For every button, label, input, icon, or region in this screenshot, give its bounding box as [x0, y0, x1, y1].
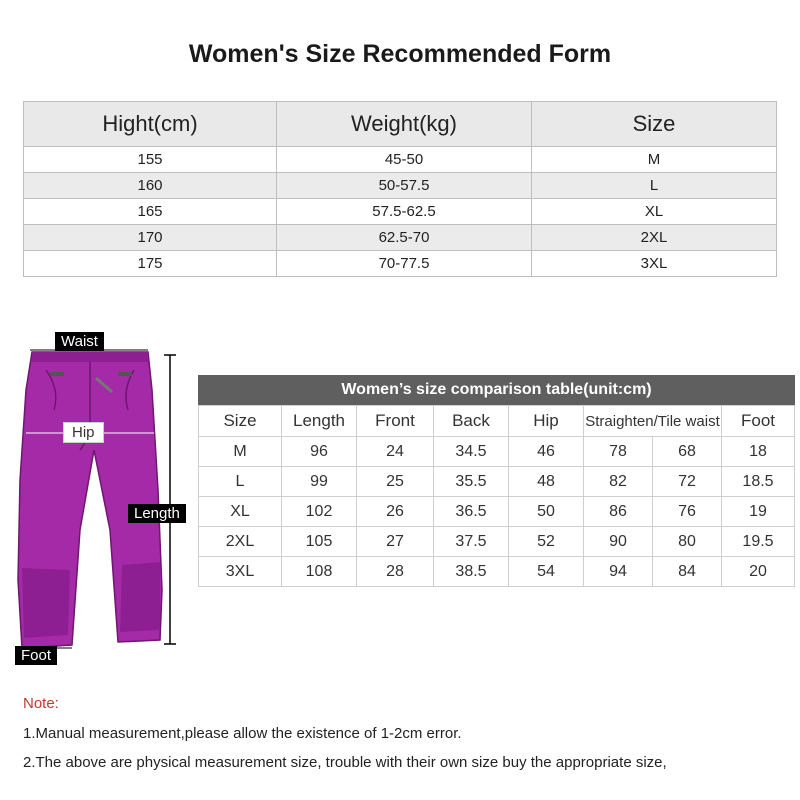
- pants-diagram: [10, 330, 200, 675]
- cell: 50-57.5: [277, 173, 532, 199]
- cell: 102: [282, 497, 357, 527]
- cell: 28: [357, 557, 434, 587]
- cell: 80: [652, 527, 721, 557]
- cell: 170: [24, 225, 277, 251]
- cell: 54: [509, 557, 584, 587]
- table-row: [24, 199, 777, 225]
- length-label: Length: [128, 504, 186, 523]
- cell: 35.5: [434, 467, 509, 497]
- pants-illustration: [10, 330, 200, 675]
- cell: 18: [722, 437, 795, 467]
- cell: 57.5-62.5: [277, 199, 532, 225]
- cell: 18.5: [722, 467, 795, 497]
- cell: 78: [584, 437, 653, 467]
- table-row: [199, 557, 795, 587]
- cell: 165: [24, 199, 277, 225]
- recommend-header-weight: Weight(kg): [277, 102, 532, 147]
- cell: 70-77.5: [277, 251, 532, 277]
- cell: 105: [282, 527, 357, 557]
- cell: 50: [509, 497, 584, 527]
- cell: 84: [652, 557, 721, 587]
- cell: L: [199, 467, 282, 497]
- hip-label: Hip: [63, 422, 104, 443]
- cell: 108: [282, 557, 357, 587]
- comparison-table: [198, 405, 795, 587]
- recommend-header-size: Size: [532, 102, 777, 147]
- cell: 45-50: [277, 147, 532, 173]
- table-row: [24, 173, 777, 199]
- cell: 155: [24, 147, 277, 173]
- cell: 76: [652, 497, 721, 527]
- cell: 62.5-70: [277, 225, 532, 251]
- table-row: [199, 467, 795, 497]
- comparison-header-hip: Hip: [509, 406, 584, 437]
- cell: 38.5: [434, 557, 509, 587]
- recommend-header-row: [24, 102, 777, 147]
- comparison-header-size: Size: [199, 406, 282, 437]
- cell: 96: [282, 437, 357, 467]
- comparison-header-waist: Straighten/Tile waist: [584, 406, 722, 437]
- cell: 94: [584, 557, 653, 587]
- cell: M: [532, 147, 777, 173]
- page-title: Women's Size Recommended Form: [188, 40, 612, 68]
- table-row: [24, 251, 777, 277]
- table-row: [24, 147, 777, 173]
- cell: 2XL: [199, 527, 282, 557]
- cell: 175: [24, 251, 277, 277]
- cell: 46: [509, 437, 584, 467]
- cell: 26: [357, 497, 434, 527]
- note-line-2: 2.The above are physical measurement size, trouble with their own size buy the appropriate size,: [23, 754, 667, 771]
- cell: 82: [584, 467, 653, 497]
- cell: XL: [199, 497, 282, 527]
- cell: 36.5: [434, 497, 509, 527]
- cell: 160: [24, 173, 277, 199]
- cell: XL: [532, 199, 777, 225]
- cell: 48: [509, 467, 584, 497]
- foot-label: Foot: [15, 646, 57, 665]
- cell: 3XL: [532, 251, 777, 277]
- cell: L: [532, 173, 777, 199]
- note-title: Note:: [23, 695, 59, 712]
- cell: 20: [722, 557, 795, 587]
- table-row: [199, 437, 795, 467]
- table-row: [24, 225, 777, 251]
- table-row: [199, 497, 795, 527]
- cell: 24: [357, 437, 434, 467]
- recommend-header-height: Hight(cm): [24, 102, 277, 147]
- cell: M: [199, 437, 282, 467]
- waist-label: Waist: [55, 332, 104, 351]
- comparison-header-row: [199, 406, 795, 437]
- cell: 19: [722, 497, 795, 527]
- comparison-header-back: Back: [434, 406, 509, 437]
- cell: 37.5: [434, 527, 509, 557]
- cell: 19.5: [722, 527, 795, 557]
- comparison-header-front: Front: [357, 406, 434, 437]
- cell: 3XL: [199, 557, 282, 587]
- cell: 2XL: [532, 225, 777, 251]
- cell: 72: [652, 467, 721, 497]
- cell: 27: [357, 527, 434, 557]
- cell: 90: [584, 527, 653, 557]
- comparison-header-foot: Foot: [722, 406, 795, 437]
- cell: 86: [584, 497, 653, 527]
- comparison-title: Women’s size comparison table(unit:cm): [198, 375, 795, 405]
- table-row: [199, 527, 795, 557]
- cell: 25: [357, 467, 434, 497]
- cell: 68: [652, 437, 721, 467]
- note-line-1: 1.Manual measurement,please allow the existence of 1-2cm error.: [23, 725, 462, 742]
- comparison-header-length: Length: [282, 406, 357, 437]
- recommend-table: [23, 101, 777, 277]
- cell: 99: [282, 467, 357, 497]
- cell: 52: [509, 527, 584, 557]
- cell: 34.5: [434, 437, 509, 467]
